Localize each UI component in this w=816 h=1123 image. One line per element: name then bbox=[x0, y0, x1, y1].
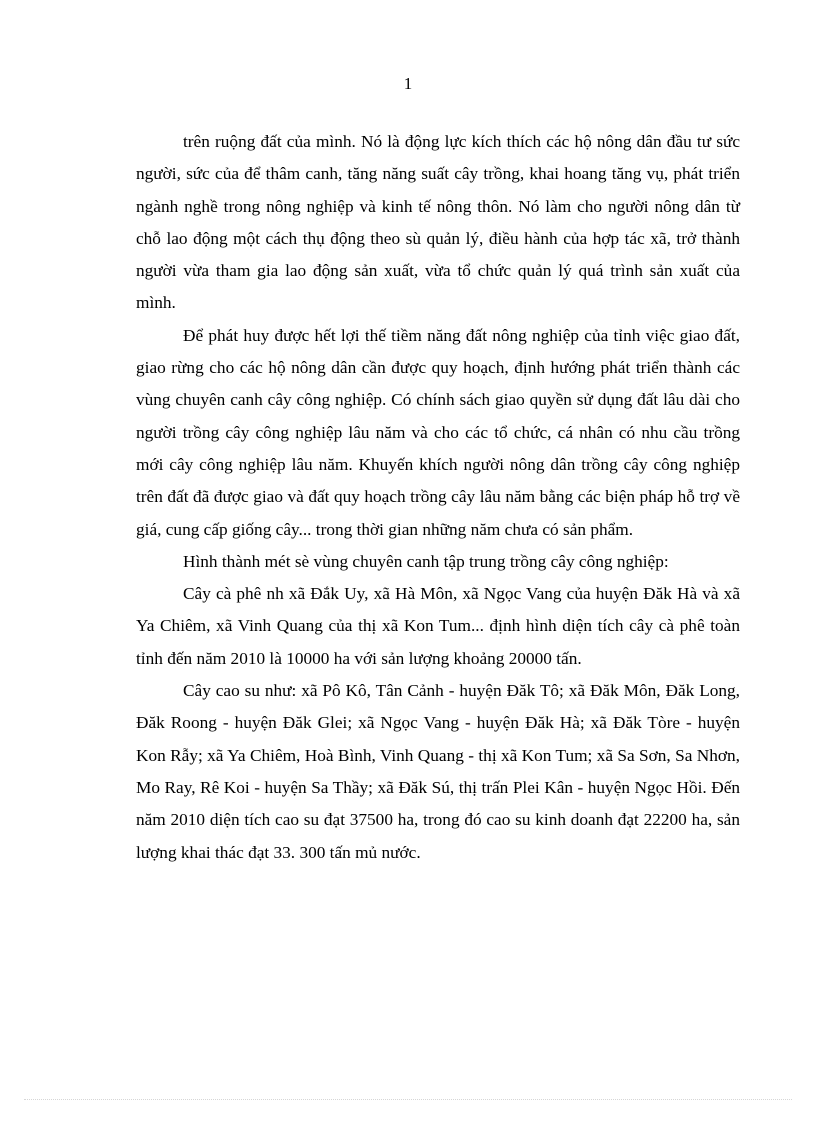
paragraph-land-allocation: Để phát huy được hết lợi thế tiềm năng đất nông nghiệp của tỉnh việc giao đất, giao rừng cho các hộ nông dân cần được quy hoạch, định hướng phát triển thành các vùng chuyên canh cây công nghiệp. Có chính sách giao quyền sử dụng đất lâu dài cho người trồng cây công nghiệp lâu năm và cho các tổ chức, cá nhân có nhu cầu trồng mới cây công nghiệp lâu năm. Khuyến khích người nông dân trồng cây công nghiệp trên đất đã được giao và đất quy hoạch trồng cây lâu năm bằng các biện pháp hỗ trợ về giá, cung cấp giống cây... trong thời gian những năm chưa có sản phẩm. bbox=[136, 325, 740, 539]
page-number: 1 bbox=[403, 74, 413, 93]
paragraph-specialized-zones: Hình thành mét sè vùng chuyên canh tập trung trồng cây công nghiệp: bbox=[183, 551, 669, 571]
paragraph-coffee: Cây cà phê nh xã Đắk Uy, xã Hà Môn, xã Ngọc Vang của huyện Đăk Hà và xã Ya Chiêm, xã Vinh Quang của thị xã Kon Tum... định hình diện tích cây cà phê toàn tỉnh đến năm 2010 là 10000 ha với sản lượng khoảng 20000 tấn. bbox=[136, 584, 740, 668]
paragraph-rubber: Cây cao su như: xã Pô Kô, Tân Cảnh - huyện Đăk Tô; xã Đăk Môn, Đăk Long, Đăk Roong - huyện Đăk Glei; xã Ngọc Vang - huyện Đăk Hà; xã Đăk Tòre - huyện Kon Rẫy; xã Ya Chiêm, Hoà Bình, Vinh Quang - thị xã Kon Tum; xã Sa Sơn, Sa Nhơn, Mo Ray, Rê Koi - huyện Sa Thầy; xã Đăk Sú, thị trấn Plei Kân - huyện Ngọc Hồi. Đến năm 2010 diện tích cao su đạt 37500 ha, trong đó cao su kinh doanh đạt 22200 ha, sản lượng khai thác đạt 33. 300 tấn mủ nước. bbox=[136, 681, 740, 862]
document-body bbox=[136, 126, 740, 869]
page-bottom-divider bbox=[24, 1099, 792, 1100]
paragraph-land-ownership: trên ruộng đất của mình. Nó là động lực kích thích các hộ nông dân đầu tư sức người, sức của để thâm canh, tăng năng suất cây trồng, khai hoang tăng vụ, phát triển ngành nghề trong nông nghiệp và kinh tế nông thôn. Nó làm cho người nông dân từ chỗ lao động một cách thụ động theo sù quản lý, điều hành của hợp tác xã, trở thành người vừa tham gia lao động sản xuất, vừa tổ chức quản lý quá trình sản xuất của mình. bbox=[136, 132, 740, 313]
